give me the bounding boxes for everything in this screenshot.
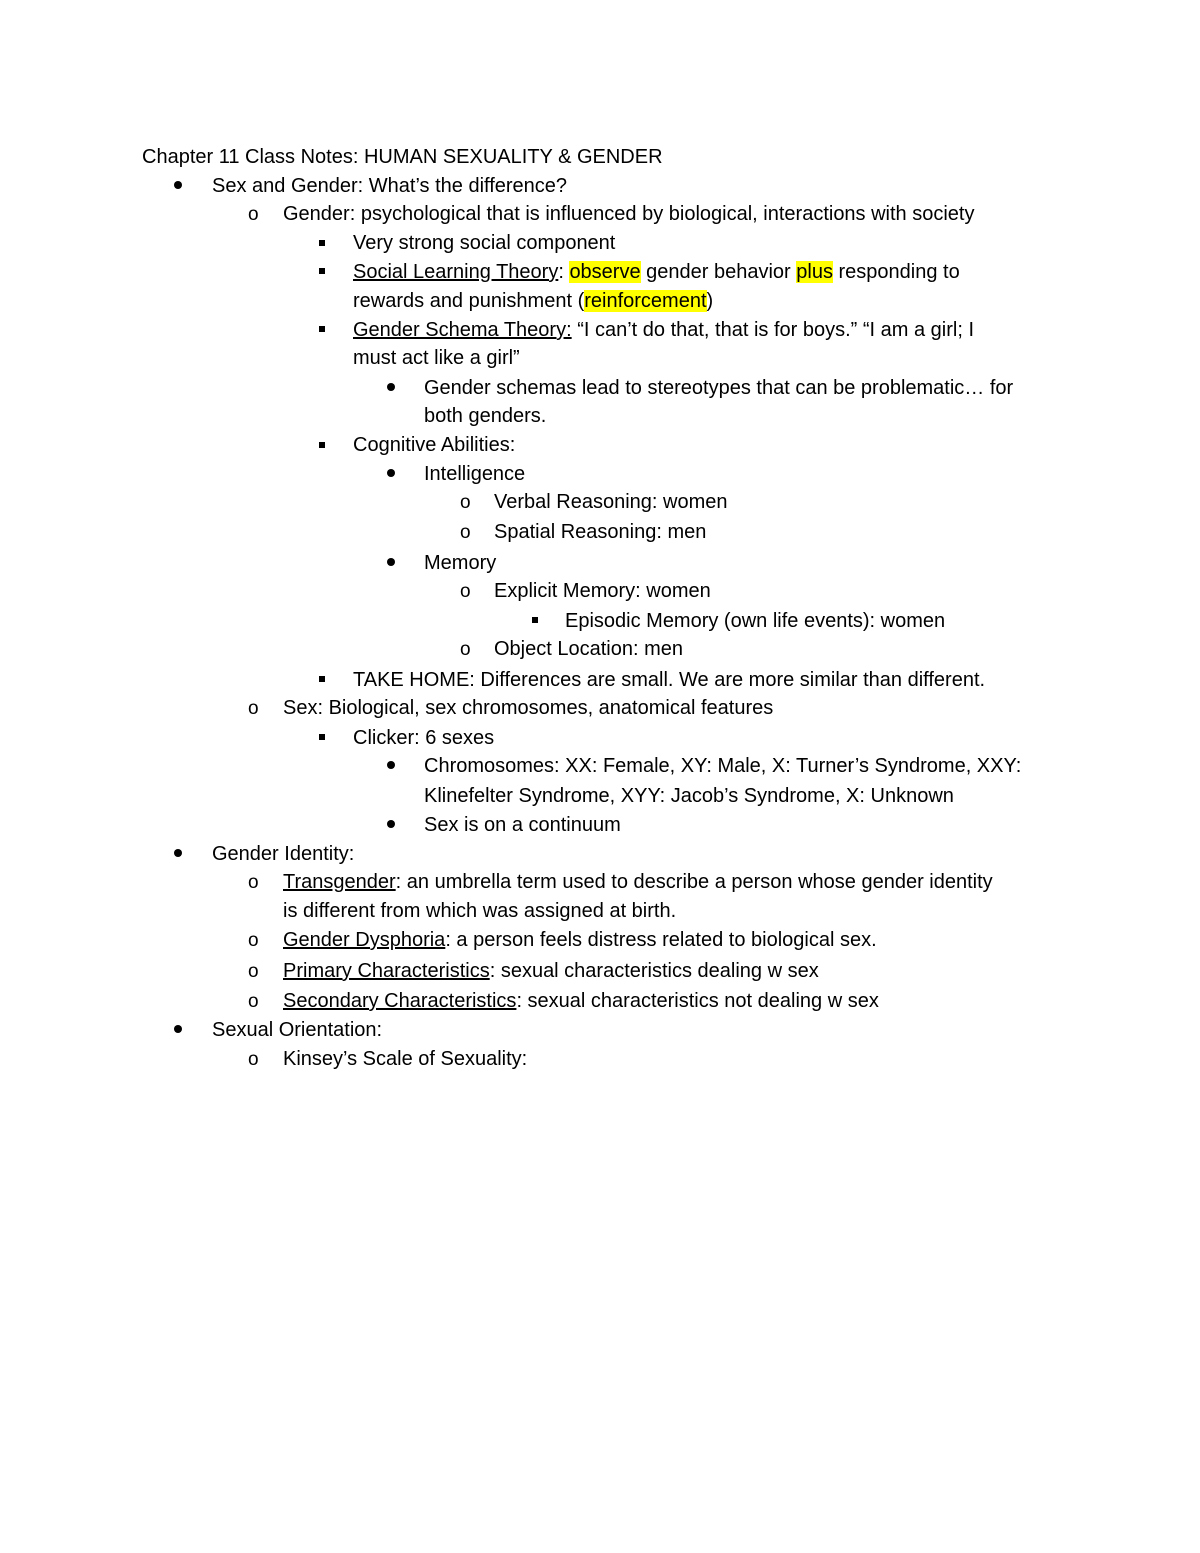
bullet-square-icon <box>319 442 325 448</box>
outline-item: Gender: psychological that is influenced by biological, interactions with society <box>283 203 975 225</box>
term-gender-dysphoria: Gender Dysphoria <box>283 929 446 951</box>
outline-item: Chromosomes: XX: Female, XY: Male, X: Turner’s Syndrome, XXY: <box>424 755 1022 777</box>
outline-item: Gender schemas lead to stereotypes that can be problematic… for <box>424 377 1014 399</box>
bullet-circle-icon: o <box>460 492 471 513</box>
outline-item: Clicker: 6 sexes <box>353 727 495 749</box>
outline-item: Sex and Gender: What’s the difference? <box>212 175 568 197</box>
bullet-circle-icon: o <box>248 991 259 1012</box>
bullet-dot-icon <box>174 849 182 857</box>
outline-item-continued: is different from which was assigned at birth. <box>283 900 677 922</box>
outline-item: Spatial Reasoning: men <box>494 521 707 543</box>
outline-item: Intelligence <box>424 463 526 485</box>
outline-item: Gender Dysphoria: a person feels distress related to biological sex. <box>283 929 877 951</box>
outline-item: Social Learning Theory: observe gender behavior plus responding to <box>353 261 960 283</box>
bullet-circle-icon: o <box>248 930 259 951</box>
bullet-circle-icon: o <box>248 872 259 893</box>
bullet-dot-icon <box>174 1025 182 1033</box>
outline-item: Gender Identity: <box>212 843 355 865</box>
document-title: Chapter 11 Class Notes: HUMAN SEXUALITY & GENDER <box>142 146 663 168</box>
outline-item: Primary Characteristics: sexual characteristics dealing w sex <box>283 960 819 982</box>
bullet-circle-icon: o <box>248 204 259 225</box>
outline-item-continued: Klinefelter Syndrome, XYY: Jacob’s Syndrome, X: Unknown <box>424 785 954 807</box>
highlight-plus: plus <box>796 261 833 283</box>
outline-item: Verbal Reasoning: women <box>494 491 728 513</box>
term-transgender: Transgender <box>283 871 396 893</box>
outline-item: Explicit Memory: women <box>494 580 711 602</box>
bullet-square-icon <box>319 240 325 246</box>
bullet-dot-icon <box>387 383 395 391</box>
bullet-circle-icon: o <box>460 639 471 660</box>
bullet-dot-icon <box>174 181 182 189</box>
outline-item: Very strong social component <box>353 232 616 254</box>
outline-item: Memory <box>424 552 497 574</box>
outline-item: Secondary Characteristics: sexual characteristics not dealing w sex <box>283 990 879 1012</box>
bullet-dot-icon <box>387 761 395 769</box>
outline-item: Sex is on a continuum <box>424 814 621 836</box>
bullet-square-icon <box>319 676 325 682</box>
bullet-square-icon <box>319 326 325 332</box>
outline-item-continued: rewards and punishment (reinforcement) <box>353 290 714 312</box>
highlight-observe: observe <box>569 261 641 283</box>
outline-item: Episodic Memory (own life events): women <box>565 610 946 632</box>
bullet-circle-icon: o <box>460 522 471 543</box>
bullet-circle-icon: o <box>248 961 259 982</box>
outline-item: Sexual Orientation: <box>212 1019 383 1041</box>
outline-item: TAKE HOME: Differences are small. We are more similar than different. <box>353 669 986 691</box>
outline-item: Sex: Biological, sex chromosomes, anatomical features <box>283 697 774 719</box>
term-secondary-characteristics: Secondary Characteristics <box>283 990 517 1012</box>
bullet-circle-icon: o <box>460 581 471 602</box>
outline-item: Kinsey’s Scale of Sexuality: <box>283 1048 528 1070</box>
outline-item: Transgender: an umbrella term used to describe a person whose gender identity <box>283 871 993 893</box>
outline-item: Cognitive Abilities: <box>353 434 516 456</box>
term-social-learning-theory: Social Learning Theory <box>353 261 559 283</box>
bullet-dot-icon <box>387 469 395 477</box>
bullet-circle-icon: o <box>248 1049 259 1070</box>
bullet-square-icon <box>319 734 325 740</box>
outline-item-continued: both genders. <box>424 405 547 427</box>
bullet-square-icon <box>319 268 325 274</box>
outline-item: Gender Schema Theory: “I can’t do that, that is for boys.” “I am a girl; I <box>353 319 975 341</box>
bullet-dot-icon <box>387 820 395 828</box>
bullet-square-icon <box>532 617 538 623</box>
outline-item: Object Location: men <box>494 638 683 660</box>
outline-item-continued: must act like a girl” <box>353 347 520 369</box>
highlight-reinforcement: reinforcement <box>584 290 707 312</box>
bullet-circle-icon: o <box>248 698 259 719</box>
bullet-dot-icon <box>387 558 395 566</box>
term-gender-schema-theory: Gender Schema Theory: <box>353 319 572 341</box>
term-primary-characteristics: Primary Characteristics <box>283 960 490 982</box>
